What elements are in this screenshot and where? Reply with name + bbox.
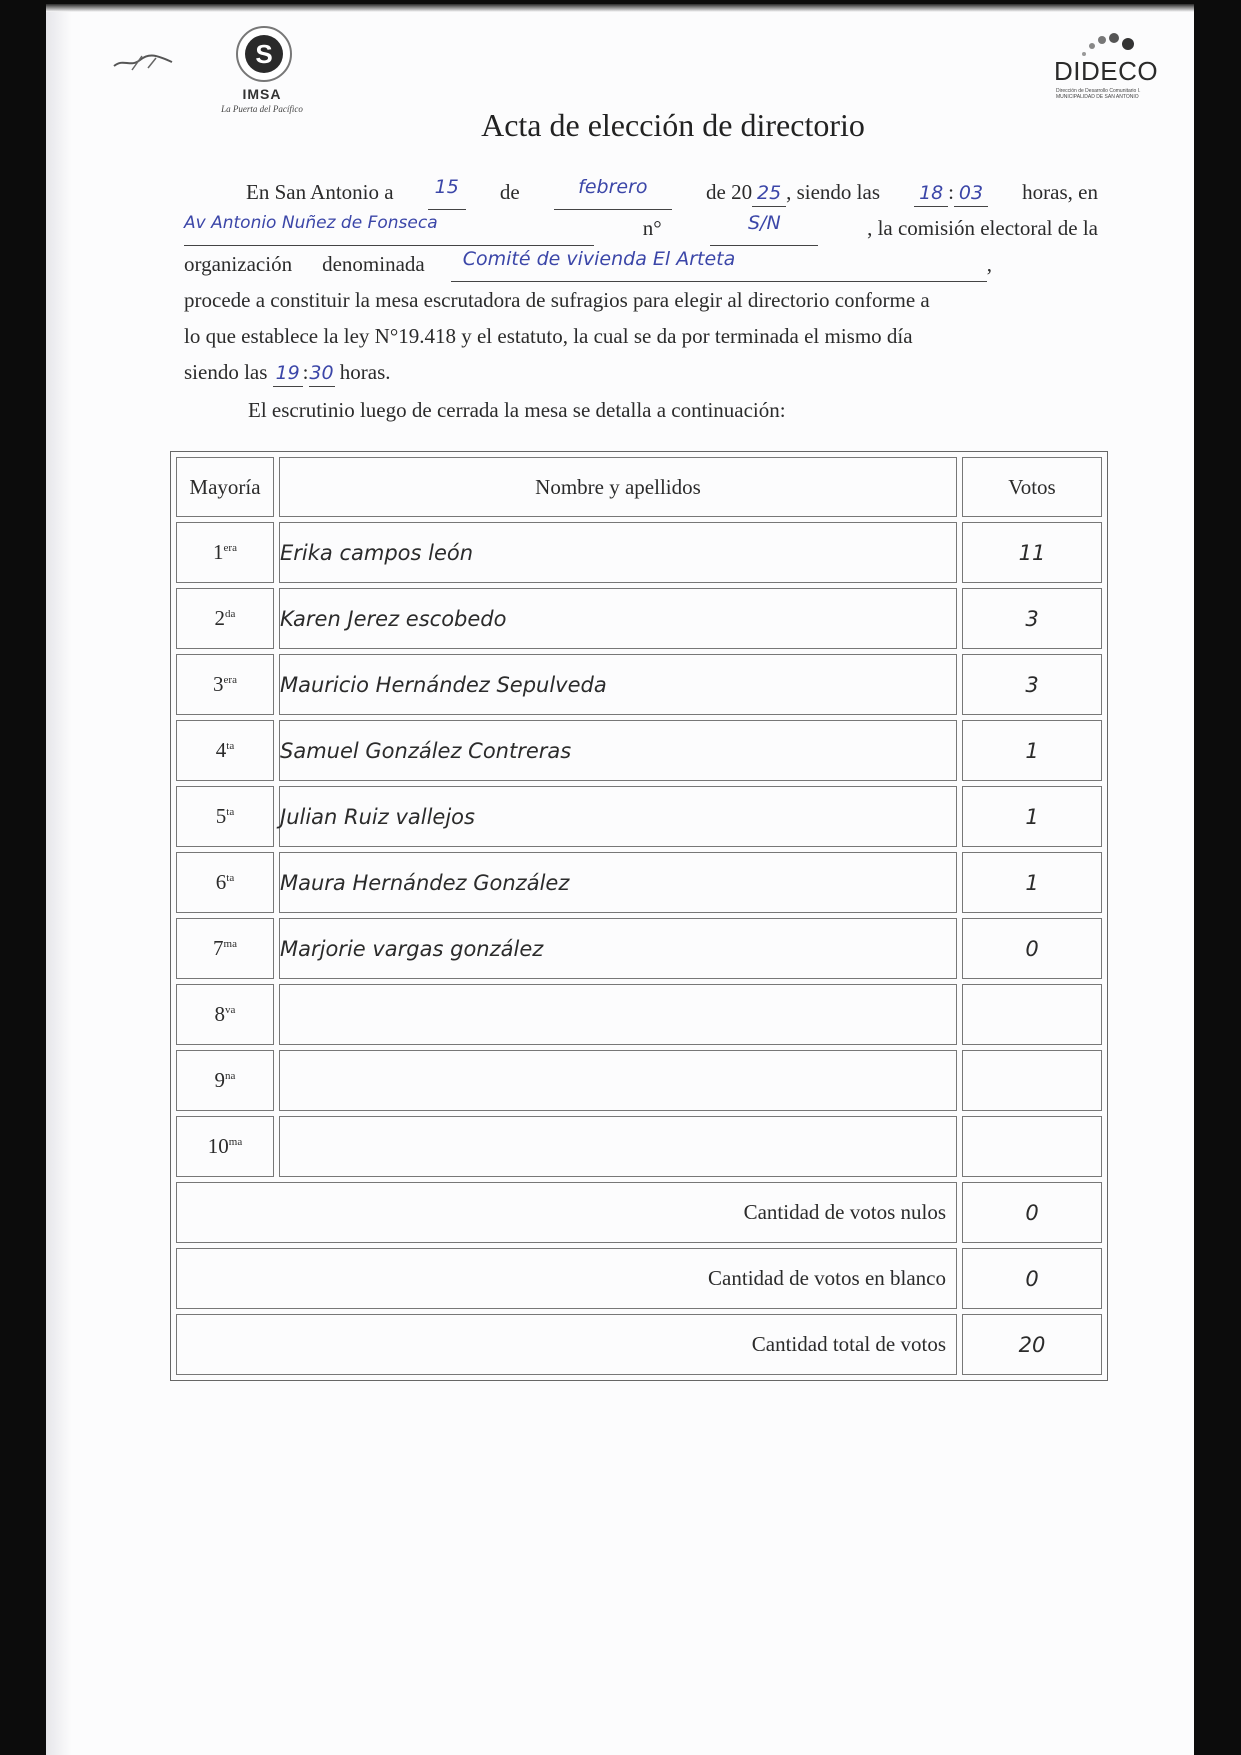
votes-cell: 1 — [962, 852, 1102, 913]
table-row — [176, 1050, 1102, 1111]
votes-cell: 0 — [962, 918, 1102, 979]
imsa-logo-name: IMSA — [242, 86, 282, 102]
intro-text-5: horas, en — [1022, 180, 1098, 204]
intro-line-7: El escrutinio luego de cerrada la mesa se detalla a continuación: — [248, 398, 786, 422]
table-row — [176, 786, 1102, 847]
table-row — [176, 984, 1102, 1045]
table-row — [176, 654, 1102, 715]
pen-scribble-mark — [112, 50, 176, 74]
imsa-logo-tagline: La Puerta del Pacífico — [221, 104, 303, 114]
intro-line-4: procede a constituir la mesa escrutadora de sufragios para elegir al directorio conforme a — [184, 288, 930, 312]
intro-text-4: , siendo las — [786, 180, 881, 204]
month-field: febrero — [554, 174, 672, 210]
votes-cell — [962, 984, 1102, 1045]
time-colon-2: : — [302, 360, 309, 384]
street-number-field: S/N — [710, 210, 818, 246]
rank-cell: $4^{ta}$ — [176, 720, 274, 781]
organization-name-field: Comité de vivienda El Arteta — [451, 246, 987, 282]
votes-cell: 3 — [962, 588, 1102, 649]
table-row — [176, 522, 1102, 583]
candidate-name-cell: Julian Ruiz vallejos — [279, 786, 957, 847]
votes-cell: 11 — [962, 522, 1102, 583]
scan-shadow-top — [46, 4, 1194, 12]
summary-label: Cantidad total de votos — [176, 1314, 957, 1375]
rank-cell: $8^{va}$ — [176, 984, 274, 1045]
intro-text-8: horas. — [339, 360, 391, 384]
candidate-name-cell: Erika campos león — [279, 522, 957, 583]
intro-text-7: siendo las — [184, 360, 268, 384]
start-min-field: 03 — [954, 180, 988, 207]
dideco-logo-subtitle: Dirección de Desarrollo Comunitario I. MUNICIPALIDAD DE SAN ANTONIO — [1056, 88, 1141, 100]
table-header-row — [176, 457, 1102, 517]
candidate-name-cell — [279, 1050, 957, 1111]
imsa-emblem-icon: S — [236, 26, 292, 82]
votes-cell — [962, 1050, 1102, 1111]
time-colon-1: : — [948, 180, 955, 204]
rank-cell: $3^{era}$ — [176, 654, 274, 715]
summary-row-total-votes — [176, 1314, 1102, 1375]
table-row — [176, 588, 1102, 649]
rank-cell: $9^{na}$ — [176, 1050, 274, 1111]
address-field: Av Antonio Nuñez de Fonseca — [184, 210, 594, 246]
intro-text-2: de — [499, 180, 520, 204]
summary-row-blank-votes — [176, 1248, 1102, 1309]
candidate-name-cell: Maura Hernández González — [279, 852, 957, 913]
intro-line-2 — [184, 210, 1098, 246]
candidate-name-cell: Samuel González Contreras — [279, 720, 957, 781]
rank-cell: $10^{ma}$ — [176, 1116, 274, 1177]
start-hour-field: 18 — [914, 180, 948, 207]
dideco-logo-name: DIDECO — [1054, 56, 1159, 86]
candidate-name-cell — [279, 984, 957, 1045]
votes-cell — [962, 1116, 1102, 1177]
rank-cell: $2^{da}$ — [176, 588, 274, 649]
intro-line-6 — [184, 354, 1098, 390]
votes-cell: 3 — [962, 654, 1102, 715]
number-label: n° — [642, 216, 662, 240]
intro-text-6: , la comisión electoral de la — [867, 216, 1098, 240]
votes-cell: 1 — [962, 720, 1102, 781]
rank-cell: $5^{ta}$ — [176, 786, 274, 847]
candidate-name-cell: Mauricio Hernández Sepulveda — [279, 654, 957, 715]
table-row — [176, 720, 1102, 781]
votes-cell: 1 — [962, 786, 1102, 847]
intro-text-1: En San Antonio a — [246, 180, 394, 204]
table-row — [176, 852, 1102, 913]
summary-label: Cantidad de votos nulos — [176, 1182, 957, 1243]
day-field: 15 — [428, 174, 466, 210]
dideco-logo — [1006, 32, 1178, 112]
scan-shadow-left — [46, 4, 72, 1755]
summary-value: 0 — [962, 1248, 1102, 1309]
header-votes: Votos — [962, 457, 1102, 517]
year-field: 25 — [752, 180, 786, 207]
dideco-dots-icon — [1078, 32, 1138, 58]
intro-line-3 — [184, 246, 1098, 282]
org-label: organización — [184, 252, 293, 276]
rank-cell: $7^{ma}$ — [176, 918, 274, 979]
end-min-field: 30 — [309, 360, 335, 387]
summary-value: 0 — [962, 1182, 1102, 1243]
rank-cell: $6^{ta}$ — [176, 852, 274, 913]
candidate-name-cell: Marjorie vargas gonzález — [279, 918, 957, 979]
summary-label: Cantidad de votos en blanco — [176, 1248, 957, 1309]
candidate-name-cell — [279, 1116, 957, 1177]
rank-cell: $1^{era}$ — [176, 522, 274, 583]
summary-value: 20 — [962, 1314, 1102, 1375]
end-hour-field: 19 — [273, 360, 303, 387]
intro-line-1 — [184, 174, 1098, 210]
intro-line-5: lo que establece la ley N°19.418 y el estatuto, la cual se da por terminada el mismo día — [184, 324, 913, 348]
org-comma: , — [986, 252, 992, 276]
table-row — [176, 918, 1102, 979]
document-page — [46, 4, 1194, 1755]
org-label-2: denominada — [322, 252, 425, 276]
page-title: Acta de elección de directorio — [481, 107, 865, 143]
summary-row-null-votes — [176, 1182, 1102, 1243]
header-name: Nombre y apellidos — [279, 457, 957, 517]
header-rank: Mayoría — [176, 457, 274, 517]
table-row — [176, 1116, 1102, 1177]
election-results-table — [170, 451, 1108, 1381]
intro-text-3: de 20 — [706, 180, 753, 204]
candidate-name-cell: Karen Jerez escobedo — [279, 588, 957, 649]
